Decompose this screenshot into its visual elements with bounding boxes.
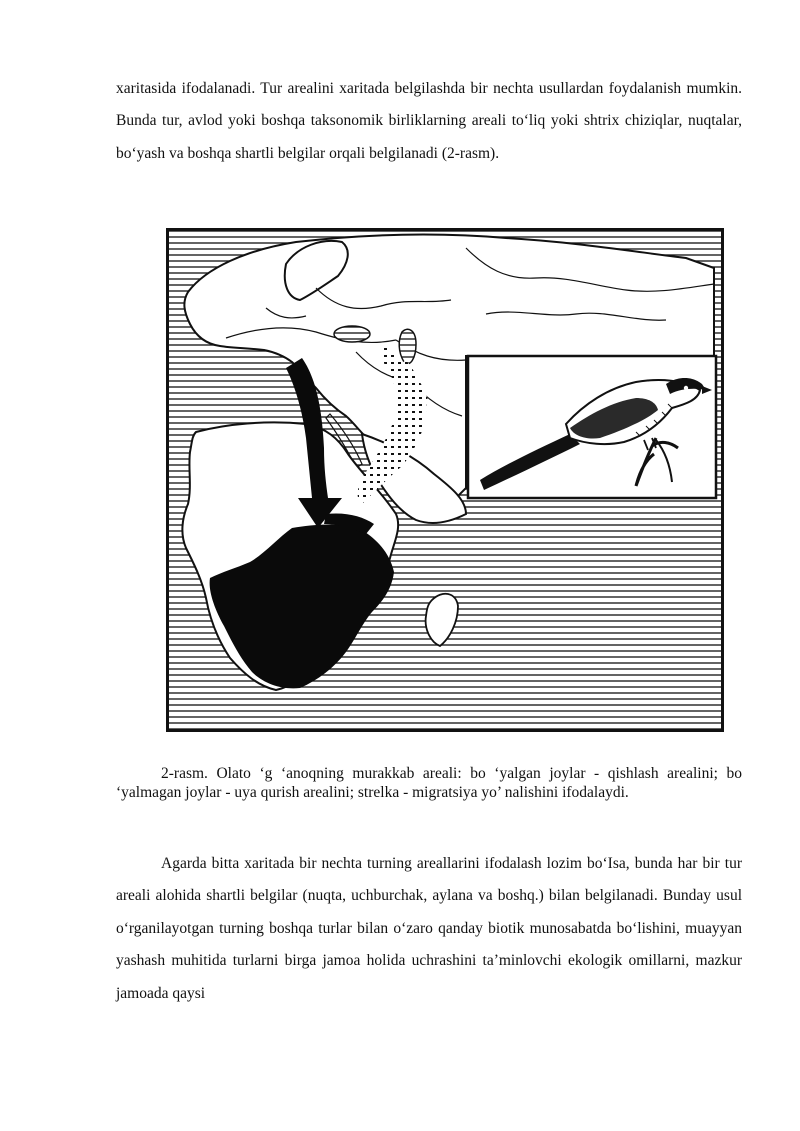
paragraph-intro: xaritasida ifodalanadi. Tur arealini xaritada belgilashda bir nechta usullardan foydalanish mumkin. Bunda tur, avlod yoki boshqa taksonomik birliklarning areali to‘liq yoki shtrix chiziqlar, nuqtalar, bo‘yash va boshqa shartli belgilar orqali belgilanadi (2-rasm). [116, 80, 742, 162]
black-sea [334, 326, 370, 342]
bird-inset [468, 356, 716, 498]
figure-caption: 2-rasm. Olato ‘g ‘anoqning murakkab areali: bo ‘yalgan joylar - qishlash arealini; bo ‘yalmagan joylar - uya qurish arealini; strelka - migratsiya yo’ nalishini ifodalaydi. [116, 765, 742, 801]
range-map-figure [166, 228, 724, 732]
caspian-sea [399, 329, 416, 363]
paragraph-body: Agarda bitta xaritada bir nechta turning areallarini ifodalash lozim bo‘Isa, bunda har bir tur areali alohida shartli belgilar (nuqta, uchburchak, aylana va boshq.) bilan belgilanadi. Bunday usul o‘rganilayotgan turning boshqa turlar bilan o‘zaro qanday biotik munosabatda bo‘lishini, muayyan yashash muhitida turlarni birga jamoa holida uchrashini ta’minlovchi ekologik omillarni, mazkur jamoada qaysi [116, 855, 742, 1002]
